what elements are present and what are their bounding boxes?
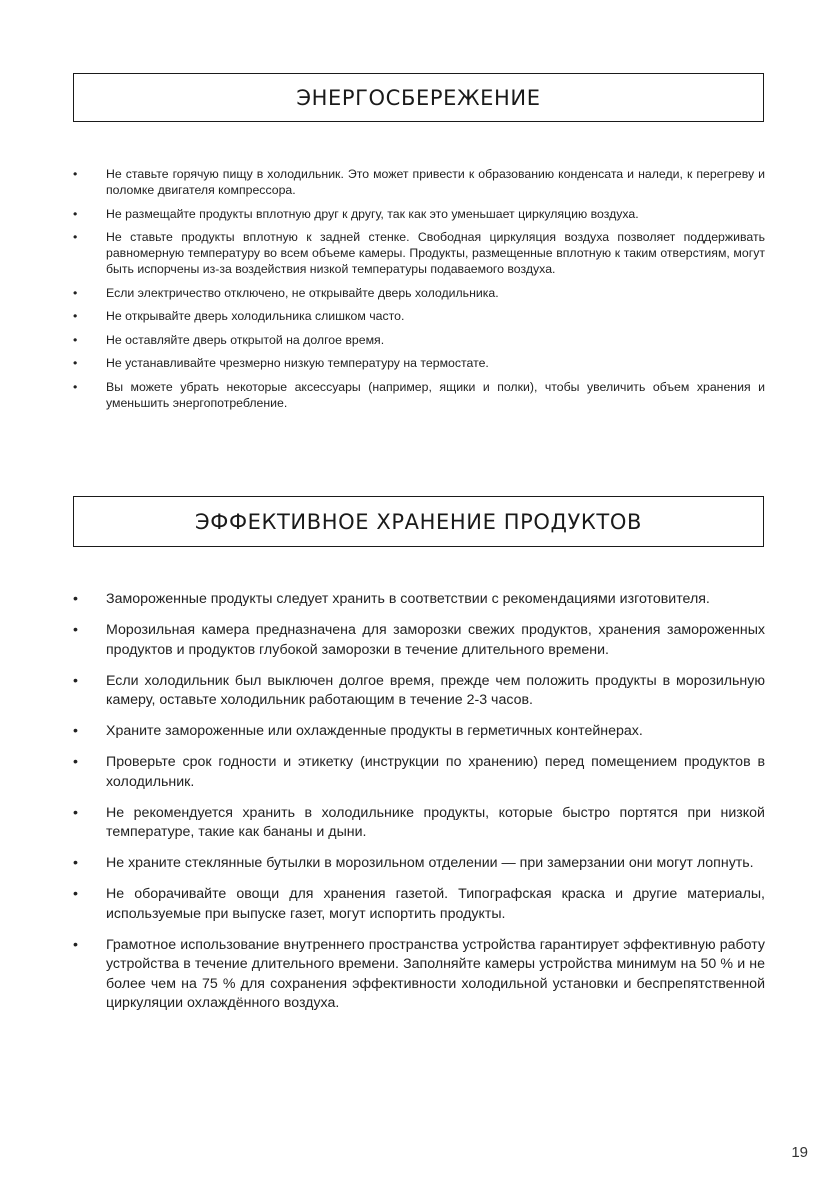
- list-item-text: Морозильная камера предназначена для заморозки свежих продуктов, хранения замороженных продуктов и продуктов глубокой заморозки в течение длительного времени.: [106, 622, 765, 658]
- bullet-icon: •: [73, 591, 78, 607]
- list-item: [73, 854, 765, 874]
- list-item: [73, 229, 765, 277]
- list-item: [73, 308, 765, 324]
- bullet-icon: •: [73, 754, 78, 770]
- bullet-icon: •: [73, 855, 78, 871]
- bullet-icon: •: [73, 285, 78, 300]
- section-title: ЭНЕРГОСБЕРЕЖЕНИЕ: [296, 85, 541, 110]
- section-header-energy-saving: [73, 73, 764, 122]
- page-number: 19: [791, 1144, 808, 1161]
- section-title: ЭФФЕКТИВНОЕ ХРАНЕНИЕ ПРОДУКТОВ: [195, 509, 642, 534]
- energy-saving-list: [73, 166, 765, 418]
- bullet-icon: •: [73, 206, 78, 221]
- list-item-text: Вы можете убрать некоторые аксессуары (например, ящики и полки), чтобы увеличить объем хранения и уменьшить энергопотребление.: [106, 379, 765, 410]
- list-item: [73, 753, 765, 792]
- list-item-text: Не ставьте горячую пищу в холодильник. Это может привести к образованию конденсата и наледи, к перегреву и поломке двигателя компрессора.: [106, 167, 765, 197]
- list-item-text: Не размещайте продукты вплотную друг к другу, так как это уменьшает циркуляцию воздуха.: [106, 206, 639, 221]
- list-item: [73, 166, 765, 198]
- bullet-icon: •: [73, 886, 78, 902]
- list-item-text: Не оставляйте дверь открытой на долгое время.: [106, 332, 385, 347]
- bullet-icon: •: [73, 167, 78, 181]
- list-item: [73, 621, 765, 660]
- list-item-text: Храните замороженные или охлажденные продукты в герметичных контейнерах.: [106, 723, 643, 739]
- food-storage-list: [73, 590, 765, 1025]
- list-item-text: Если холодильник был выключен долгое время, прежде чем положить продукты в морозильную камеру, оставьте холодильник работающим в течение 2-3 часов.: [106, 672, 765, 708]
- bullet-icon: •: [73, 309, 78, 323]
- bullet-icon: •: [73, 379, 78, 394]
- list-item-text: Не рекомендуется хранить в холодильнике продукты, которые быстро портятся при низкой температуре, такие как бананы и дыни.: [106, 804, 765, 840]
- section-header-food-storage: [73, 496, 764, 547]
- list-item-text: Замороженные продукты следует хранить в соответствии с рекомендациями изготовителя.: [106, 591, 710, 607]
- list-item: [73, 206, 765, 222]
- list-item: [73, 804, 765, 843]
- list-item-text: Если электричество отключено, не открывайте дверь холодильника.: [106, 285, 499, 300]
- bullet-icon: •: [73, 936, 78, 953]
- bullet-icon: •: [73, 723, 78, 739]
- list-item: [73, 936, 765, 1014]
- list-item: [73, 590, 765, 610]
- bullet-icon: •: [73, 332, 78, 347]
- list-item: [73, 885, 765, 924]
- list-item: [73, 285, 765, 301]
- list-item: [73, 672, 765, 711]
- bullet-icon: •: [73, 622, 78, 638]
- bullet-icon: •: [73, 230, 78, 244]
- list-item: [73, 379, 765, 411]
- list-item-text: Проверьте срок годности и этикетку (инструкции по хранению) перед помещением продуктов в холодильник.: [106, 754, 765, 790]
- bullet-icon: •: [73, 804, 78, 821]
- list-item: [73, 355, 765, 371]
- list-item-text: Не оборачивайте овощи для хранения газетой. Типографская краска и другие материалы, используемые при выпуске газет, могут испортить продукты.: [106, 886, 765, 922]
- bullet-icon: •: [73, 672, 78, 689]
- list-item: [73, 722, 765, 742]
- list-item-text: Не храните стеклянные бутылки в морозильном отделении — при замерзании они могут лопнуть.: [106, 855, 754, 871]
- list-item-text: Не открывайте дверь холодильника слишком часто.: [106, 309, 405, 323]
- list-item-text: Грамотное использование внутреннего пространства устройства гарантирует эффективную работу устройства в течение длительного времени. Заполняйте камеры устройства минимум на 50 % и не более чем на 75 % для сохранения эффективности холодильной установки и беспрепятственной циркуляции охлаждённого воздуха.: [106, 936, 765, 1011]
- list-item-text: Не ставьте продукты вплотную к задней стенке. Свободная циркуляция воздуха позволяет поддерживать равномерную температуру во всем объеме камеры. Продукты, размещенные вплотную к таким отверстиям, могут быть испорчены из-за воздействия низкой температуры подаваемого воздуха.: [106, 230, 765, 276]
- list-item: [73, 332, 765, 348]
- bullet-icon: •: [73, 356, 78, 370]
- list-item-text: Не устанавливайте чрезмерно низкую температуру на термостате.: [106, 356, 489, 370]
